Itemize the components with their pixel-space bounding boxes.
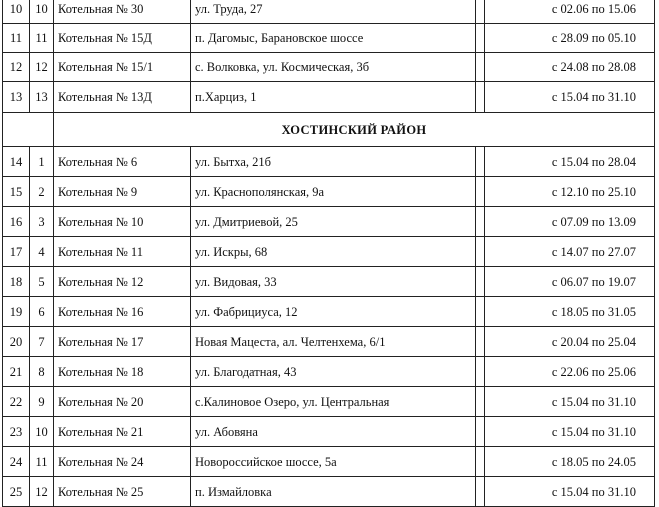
empty-cell	[476, 267, 485, 297]
table-row	[3, 237, 655, 267]
district-number-cell: 3	[30, 207, 54, 237]
boiler-name-cell: Котельная № 20	[54, 387, 191, 417]
address-cell: ул. Фабрициуса, 12	[191, 297, 476, 327]
table-row	[3, 82, 655, 113]
empty-cell	[476, 147, 485, 177]
table-row	[3, 147, 655, 177]
row-number-cell: 16	[3, 207, 30, 237]
row-number-cell: 13	[3, 82, 30, 113]
shutdown-period-cell: с 22.06 по 25.06	[485, 357, 655, 387]
empty-cell	[476, 447, 485, 477]
district-number-cell: 13	[30, 82, 54, 113]
table-row	[3, 207, 655, 237]
boiler-name-cell: Котельная № 12	[54, 267, 191, 297]
empty-cell	[476, 0, 485, 24]
shutdown-period-cell: с 14.07 по 27.07	[485, 237, 655, 267]
row-number-cell: 11	[3, 24, 30, 53]
boiler-name-cell: Котельная № 24	[54, 447, 191, 477]
row-number-cell: 15	[3, 177, 30, 207]
shutdown-period-cell: с 06.07 по 19.07	[485, 267, 655, 297]
shutdown-period-cell: с 02.06 по 15.06	[485, 0, 655, 24]
empty-cell	[476, 82, 485, 113]
shutdown-period-cell: с 24.08 по 28.08	[485, 53, 655, 82]
table-row	[3, 24, 655, 53]
district-name-cell: ХОСТИНСКИЙ РАЙОН	[54, 113, 655, 147]
district-number-cell: 2	[30, 177, 54, 207]
district-number-cell: 12	[30, 53, 54, 82]
row-number-cell: 14	[3, 147, 30, 177]
empty-cell	[476, 417, 485, 447]
row-number-cell: 24	[3, 447, 30, 477]
row-number-cell: 20	[3, 327, 30, 357]
district-number-cell: 8	[30, 357, 54, 387]
empty-cell	[3, 113, 54, 147]
district-number-cell: 10	[30, 0, 54, 24]
table-body	[3, 0, 655, 507]
district-number-cell: 5	[30, 267, 54, 297]
shutdown-period-cell: с 15.04 по 31.10	[485, 417, 655, 447]
shutdown-period-cell: с 18.05 по 24.05	[485, 447, 655, 477]
district-header-row	[3, 113, 655, 147]
shutdown-period-cell: с 15.04 по 31.10	[485, 387, 655, 417]
table-row	[3, 177, 655, 207]
empty-cell	[476, 327, 485, 357]
row-number-cell: 23	[3, 417, 30, 447]
address-cell: ул. Искры, 68	[191, 237, 476, 267]
district-number-cell: 9	[30, 387, 54, 417]
shutdown-period-cell: с 15.04 по 31.10	[485, 82, 655, 113]
address-cell: Новороссийское шоссе, 5а	[191, 447, 476, 477]
boiler-name-cell: Котельная № 21	[54, 417, 191, 447]
shutdown-period-cell: с 15.04 по 31.10	[485, 477, 655, 507]
shutdown-period-cell: с 28.09 по 05.10	[485, 24, 655, 53]
boiler-name-cell: Котельная № 25	[54, 477, 191, 507]
address-cell: ул. Дмитриевой, 25	[191, 207, 476, 237]
district-number-cell: 6	[30, 297, 54, 327]
address-cell: ул. Видовая, 33	[191, 267, 476, 297]
address-cell: п. Дагомыс, Барановское шоссе	[191, 24, 476, 53]
boiler-name-cell: Котельная № 10	[54, 207, 191, 237]
address-cell: ул. Краснополянская, 9а	[191, 177, 476, 207]
address-cell: ул. Благодатная, 43	[191, 357, 476, 387]
address-cell: с. Волковка, ул. Космическая, 3б	[191, 53, 476, 82]
table-row	[3, 477, 655, 507]
row-number-cell: 10	[3, 0, 30, 24]
row-number-cell: 19	[3, 297, 30, 327]
table-row	[3, 387, 655, 417]
shutdown-period-cell: с 18.05 по 31.05	[485, 297, 655, 327]
boiler-name-cell: Котельная № 15Д	[54, 24, 191, 53]
address-cell: Новая Мацеста, ал. Челтенхема, 6/1	[191, 327, 476, 357]
table-row	[3, 447, 655, 477]
district-number-cell: 12	[30, 477, 54, 507]
empty-cell	[476, 387, 485, 417]
address-cell: п. Измайловка	[191, 477, 476, 507]
empty-cell	[476, 24, 485, 53]
shutdown-period-cell: с 20.04 по 25.04	[485, 327, 655, 357]
boiler-name-cell: Котельная № 17	[54, 327, 191, 357]
empty-cell	[476, 237, 485, 267]
row-number-cell: 22	[3, 387, 30, 417]
shutdown-period-cell: с 15.04 по 28.04	[485, 147, 655, 177]
table-row	[3, 297, 655, 327]
district-number-cell: 11	[30, 24, 54, 53]
address-cell: с.Калиновое Озеро, ул. Центральная	[191, 387, 476, 417]
table-row	[3, 327, 655, 357]
table-row	[3, 0, 655, 24]
district-number-cell: 10	[30, 417, 54, 447]
row-number-cell: 12	[3, 53, 30, 82]
address-cell: ул. Труда, 27	[191, 0, 476, 24]
district-number-cell: 7	[30, 327, 54, 357]
table-row	[3, 53, 655, 82]
row-number-cell: 18	[3, 267, 30, 297]
address-cell: ул. Бытха, 21б	[191, 147, 476, 177]
table-row	[3, 417, 655, 447]
empty-cell	[476, 357, 485, 387]
boiler-name-cell: Котельная № 18	[54, 357, 191, 387]
shutdown-period-cell: с 07.09 по 13.09	[485, 207, 655, 237]
boiler-name-cell: Котельная № 13Д	[54, 82, 191, 113]
empty-cell	[476, 177, 485, 207]
address-cell: п.Харциз, 1	[191, 82, 476, 113]
empty-cell	[476, 207, 485, 237]
empty-cell	[476, 297, 485, 327]
boiler-name-cell: Котельная № 11	[54, 237, 191, 267]
empty-cell	[476, 477, 485, 507]
shutdown-period-cell: с 12.10 по 25.10	[485, 177, 655, 207]
table-row	[3, 267, 655, 297]
boiler-name-cell: Котельная № 30	[54, 0, 191, 24]
boiler-name-cell: Котельная № 16	[54, 297, 191, 327]
boiler-name-cell: Котельная № 15/1	[54, 53, 191, 82]
table-row	[3, 357, 655, 387]
row-number-cell: 17	[3, 237, 30, 267]
row-number-cell: 25	[3, 477, 30, 507]
empty-cell	[476, 53, 485, 82]
district-number-cell: 11	[30, 447, 54, 477]
address-cell: ул. Абовяна	[191, 417, 476, 447]
boiler-name-cell: Котельная № 6	[54, 147, 191, 177]
district-number-cell: 4	[30, 237, 54, 267]
row-number-cell: 21	[3, 357, 30, 387]
boiler-schedule-table	[2, 0, 655, 507]
district-number-cell: 1	[30, 147, 54, 177]
boiler-name-cell: Котельная № 9	[54, 177, 191, 207]
